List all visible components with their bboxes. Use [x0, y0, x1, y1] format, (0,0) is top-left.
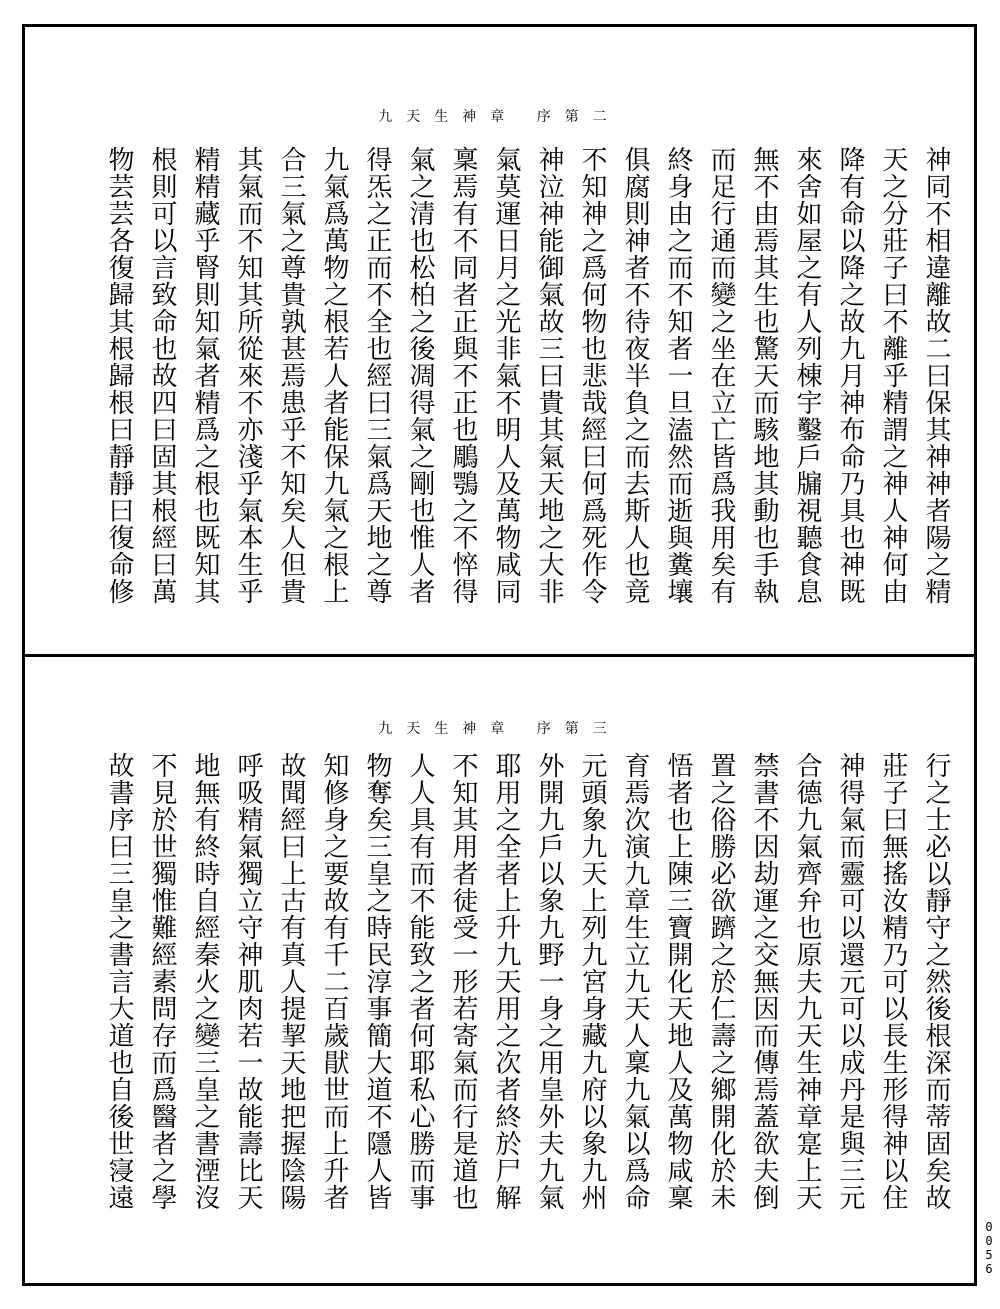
text-column: 神得氣而靈可以還元可以成丹是與三元: [835, 752, 865, 1211]
top-panel-text: [97, 146, 957, 646]
text-column: 莊子曰無搖汝精乃可以長生形得神以住: [878, 752, 908, 1211]
text-column: 精精藏乎腎則知氣者精爲之根也既知其: [190, 146, 220, 605]
text-column: 神泣神能御氣故三曰貴其氣天地之大非: [534, 146, 564, 605]
bottom-panel-text: [97, 752, 957, 1272]
text-column: 外開九戶以象九野一身之用皇外夫九氣: [534, 752, 564, 1211]
text-column: 物芸芸各復歸其根歸根曰靜靜曰復命修: [104, 146, 134, 605]
text-column: 合三氣之尊貴孰甚焉患乎不知矣人但貴: [276, 146, 306, 605]
text-column: 耶用之全者上升九天用之次者終於尸解: [491, 752, 521, 1211]
text-column: 天之分莊子曰不離乎精謂之神人神何由: [878, 146, 908, 605]
text-column: 悟者也上陳三寶開化天地人及萬物咸稟: [663, 752, 693, 1211]
text-column: 呼吸精氣獨立守神肌肉若一故能壽比天: [233, 752, 263, 1211]
text-column: 育焉次演九章生立九天人稟九氣以爲命: [620, 752, 650, 1211]
bottom-panel: [22, 660, 977, 1286]
text-column: 俱腐則神者不待夜半負之而去斯人也竟: [620, 146, 650, 605]
text-column: 氣之清也松柏之後凋得氣之剛也惟人者: [405, 146, 435, 605]
text-column: 合德九氣齊弁也原夫九天生神章寔上天: [792, 752, 822, 1211]
top-panel: [22, 24, 977, 657]
bottom-panel-header: 九天生神章 序第三: [378, 721, 621, 737]
text-column: 置之俗勝必欲躋之於仁壽之鄉開化於未: [706, 752, 736, 1211]
text-column: 行之士必以靜守之然後根深而蒂固矣故: [921, 752, 951, 1211]
text-column: 終身由之而不知者一旦溘然而逝與糞壤: [663, 146, 693, 605]
text-column: 其氣而不知其所從來不亦淺乎氣本生乎: [233, 146, 263, 605]
text-column: 知修身之要故有千二百歲猒世而上升者: [319, 752, 349, 1211]
text-column: 禁書不因劫運之交無因而傳焉蓋欲夫倒: [749, 752, 779, 1211]
text-column: 來舍如屋之有人列棟宇鑿戶牖視聽食息: [792, 146, 822, 605]
text-column: 不知神之爲何物也悲哉經曰何爲死作令: [577, 146, 607, 605]
text-column: 根則可以言致命也故四曰固其根經曰萬: [147, 146, 177, 605]
text-column: 九氣爲萬物之根若人者能保九氣之根上: [319, 146, 349, 605]
text-column: 不知其用者徒受一形若寄氣而行是道也: [448, 752, 478, 1211]
text-column: 無不由焉其生也驚天而駭地其動也手執: [749, 146, 779, 605]
text-column: 地無有終時自經秦火之變三皇之書湮沒: [190, 752, 220, 1211]
text-column: 故書序曰三皇之書言大道也自後世寖遠: [104, 752, 134, 1211]
text-column: 人人具有而不能致之者何耶私心勝而事: [405, 752, 435, 1211]
page-number: 0056: [982, 1220, 996, 1276]
text-column: 故聞經曰上古有真人提挈天地把握陰陽: [276, 752, 306, 1211]
text-column: 不見於世獨惟難經素問存而爲醫者之學: [147, 752, 177, 1211]
text-column: 降有命以降之故九月神布命乃具也神既: [835, 146, 865, 605]
text-column: 稟焉有不同者正與不正也鵰鶚之不悴得: [448, 146, 478, 605]
top-panel-header: 九天生神章 序第二: [378, 109, 621, 125]
text-column: 物奪矣三皇之時民淳事簡大道不隱人皆: [362, 752, 392, 1211]
text-column: 神同不相違離故二曰保其神神者陽之精: [921, 146, 951, 605]
text-column: 氣莫運日月之光非氣不明人及萬物咸同: [491, 146, 521, 605]
text-column: 而足行通而變之坐在立亡皆爲我用矣有: [706, 146, 736, 605]
text-column: 得炁之正而不全也經曰三氣爲天地之尊: [362, 146, 392, 605]
text-column: 元頭象九天上列九宮身藏九府以象九州: [577, 752, 607, 1211]
